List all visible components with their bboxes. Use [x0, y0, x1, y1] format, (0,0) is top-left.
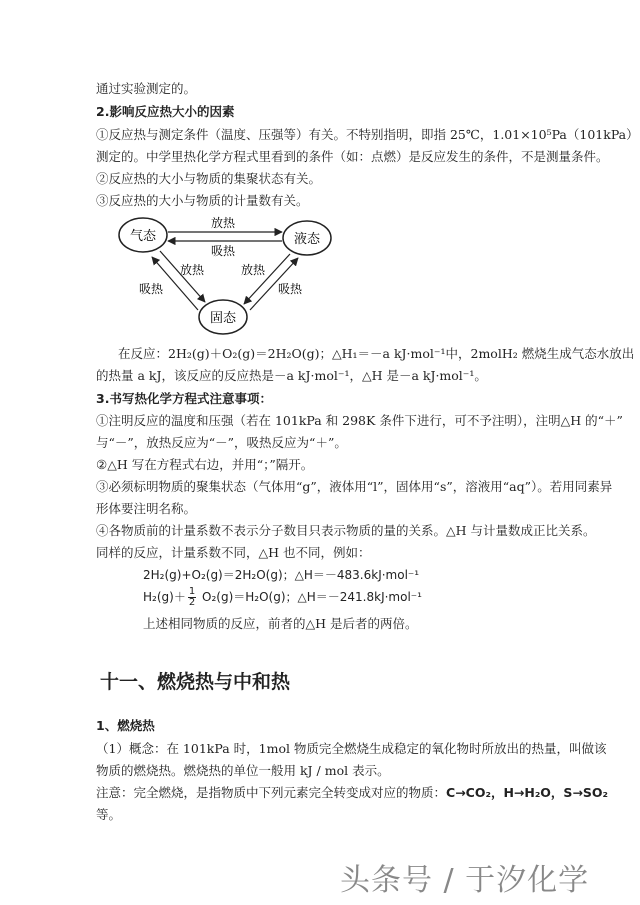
equation-2 — [143, 584, 422, 610]
text-line: （1）概念：在 101kPa 时，1mol 物质完全燃烧生成稳定的氧化物时所放出的热量，叫做该 — [96, 741, 607, 756]
equation-2-post: O₂(g)＝H₂O(g)；△H＝－241.8kJ·mol⁻¹ — [198, 590, 422, 604]
text-line: 物质的燃烧热。燃烧热的单位一般用 kJ / mol 表示。 — [96, 763, 390, 778]
arrow-liquid-to-solid — [244, 254, 290, 304]
text-line: 上述相同物质的反应，前者的△H 是后者的两倍。 — [143, 616, 418, 631]
section-heading: 十一、燃烧热与中和热 — [100, 671, 291, 693]
watermark: 头条号 / 于汐化学 — [340, 863, 590, 898]
node-gas-label: 气态 — [129, 229, 157, 244]
equation-2-pre: H₂(g)＋ — [143, 590, 186, 604]
subheading-notes: 3.书写热化学方程式注意事项： — [96, 391, 272, 406]
text-line: ②△H 写在方程式右边，并用“；”隔开。 — [96, 457, 314, 472]
text-line: ④各物质前的计量系数不表示分子数目只表示物质的量的关系。△H 与计量数成正比关系。 — [96, 523, 596, 538]
label-right-release: 放热 — [240, 263, 266, 277]
label-left-absorb: 吸热 — [138, 282, 164, 296]
text-line: 同样的反应，计量系数不同，△H 也不同，例如： — [96, 545, 371, 560]
note-bold-formulas: C→CO₂，H→H₂O，S→SO₂ — [446, 785, 609, 800]
state-change-diagram — [110, 210, 340, 340]
node-liquid-label: 液态 — [293, 232, 321, 247]
fraction-half: $\frac{1}{2}$ — [188, 586, 196, 608]
node-solid-label: 固态 — [209, 311, 237, 326]
text-line: ③反应热的大小与物质的计量数有关。 — [96, 193, 309, 208]
label-left-release: 放热 — [179, 263, 205, 277]
node-liquid — [283, 221, 331, 255]
text-line: ①反应热与测定条件（温度、压强等）有关。不特别指明，即指 25℃，1.01×10⁵Pa（101kPa） — [96, 127, 639, 142]
subheading-combustion: 1、燃烧热 — [96, 718, 155, 733]
label-right-absorb: 吸热 — [277, 282, 303, 296]
text-line: 测定的。中学里热化学方程式里看到的条件（如：点燃）是反应发生的条件，不是测量条件。 — [96, 149, 609, 164]
text-line: 的热量 a kJ，该反应的反应热是－a kJ·mol⁻¹，△H 是－a kJ·mol⁻¹。 — [96, 368, 487, 383]
text-line — [96, 785, 608, 801]
equation-1: 2H₂(g)+O₂(g)＝2H₂O(g)；△H＝－483.6kJ·mol⁻¹ — [143, 568, 420, 582]
subheading-factors: 2.影响反应热大小的因素 — [96, 104, 235, 119]
text-line: ③必须标明物质的聚集状态（气体用“g”，液体用“l”，固体用“s”，溶液用“aq”）。若用同素异 — [96, 479, 613, 494]
text-line: 在反应：2H₂(g)＋O₂(g)＝2H₂O(g)；△H₁＝－a kJ·mol⁻¹中，2molH₂ 燃烧生成气态水放出 — [118, 346, 635, 361]
note-text: 注意：完全燃烧，是指物质中下列元素完全转变成对应的物质： — [96, 785, 447, 800]
text-line: ②反应热的大小与物质的集聚状态有关。 — [96, 171, 322, 186]
text-line: 通过实验测定的。 — [96, 81, 197, 96]
label-top-absorb: 吸热 — [210, 244, 236, 258]
text-line: 形体要注明名称。 — [96, 501, 197, 516]
text-line: ①注明反应的温度和压强（若在 101kPa 和 298K 条件下进行，可不予注明），注明△H 的“＋” — [96, 413, 623, 428]
node-gas — [119, 218, 167, 252]
text-line: 等。 — [96, 807, 122, 822]
node-solid — [199, 300, 247, 334]
label-top-release: 放热 — [210, 216, 236, 230]
text-line: 与“－”，放热反应为“－”，吸热反应为“＋”。 — [96, 435, 347, 450]
